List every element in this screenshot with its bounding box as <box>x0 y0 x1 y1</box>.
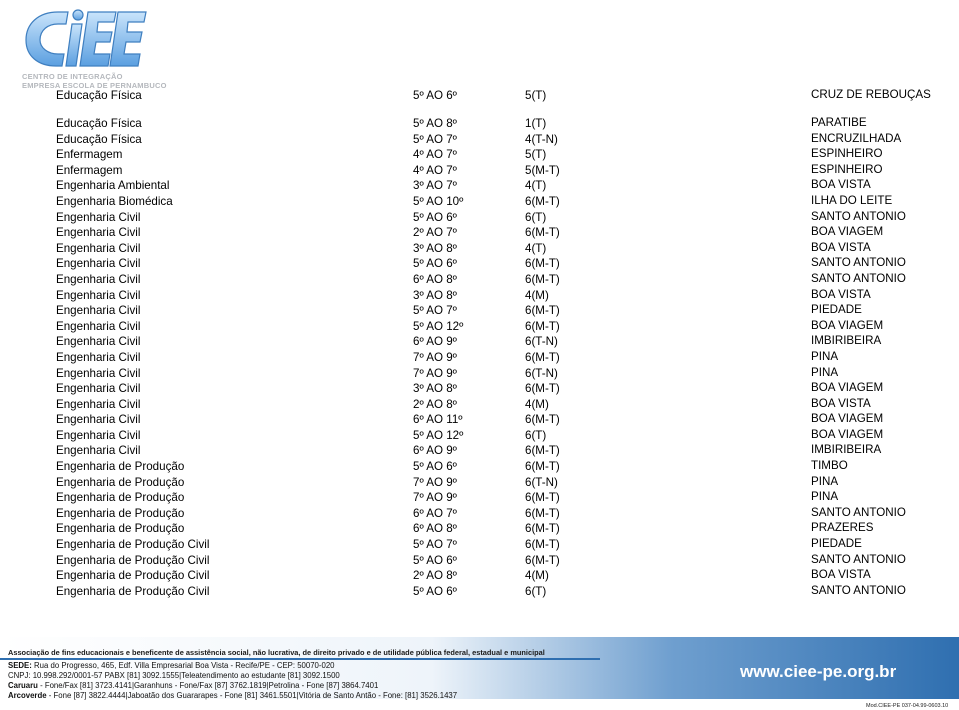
table-row <box>0 397 959 413</box>
semester-range: 5º AO 12º <box>413 428 464 442</box>
neighborhood: ESPINHEIRO <box>811 147 883 161</box>
semester-range: 3º AO 8º <box>413 382 457 396</box>
semester-range: 6º AO 9º <box>413 335 457 349</box>
neighborhood: BOA VIAGEM <box>811 381 884 395</box>
semester-range: 5º AO 6º <box>413 89 457 102</box>
footer <box>0 637 959 710</box>
vacancies: 4(T) <box>525 179 547 193</box>
semester-range: 3º AO 8º <box>413 288 457 302</box>
vacancies: 6(M-T) <box>525 272 560 286</box>
vacancies: 6(M-T) <box>525 538 560 552</box>
vacancies: 6(T-N) <box>525 335 558 349</box>
neighborhood: PIEDADE <box>811 303 862 317</box>
org-name-line1: CENTRO DE INTEGRAÇÃO <box>22 72 123 81</box>
org-name-line2: EMPRESA ESCOLA DE PERNAMBUCO <box>22 81 167 90</box>
vacancies: 6(M-T) <box>525 522 560 536</box>
vacancies: 6(M-T) <box>525 506 560 520</box>
semester-range: 3º AO 8º <box>413 241 457 255</box>
table-row <box>0 506 959 522</box>
neighborhood: BOA VIAGEM <box>811 225 884 239</box>
course-name: Engenharia Civil <box>56 382 141 396</box>
neighborhood: BOA VIAGEM <box>811 318 884 332</box>
course-name: Engenharia de Produção Civil <box>56 569 210 583</box>
semester-range: 7º AO 9º <box>413 491 457 505</box>
semester-range: 5º AO 6º <box>413 257 457 271</box>
course-name: Engenharia Ambiental <box>56 179 170 193</box>
semester-range: 4º AO 7º <box>413 148 457 162</box>
course-name: Engenharia Civil <box>56 304 141 318</box>
footer-cnpj-line: CNPJ: 10.998.292/0001-57 PABX [81] 3092.1555|Teleatendimento ao estudante [81] 3092.1500 <box>8 671 340 680</box>
table-row <box>0 443 959 459</box>
neighborhood: SANTO ANTONIO <box>811 256 906 270</box>
course-name: Engenharia Civil <box>56 288 141 302</box>
neighborhood: SANTO ANTONIO <box>811 209 906 223</box>
semester-range: 6º AO 8º <box>413 522 457 536</box>
neighborhood: TIMBO <box>811 459 848 473</box>
table-row <box>0 350 959 366</box>
semester-range: 6º AO 11º <box>413 413 463 427</box>
semester-range: 6º AO 9º <box>413 444 457 458</box>
form-code: Mod.CIEE-PE 037-04.99-0603.10 <box>866 703 949 709</box>
neighborhood: PINA <box>811 490 839 504</box>
table-row <box>0 553 959 569</box>
neighborhood: BOA VISTA <box>811 396 871 410</box>
course-name: Engenharia Civil <box>56 272 141 286</box>
table-row <box>0 132 959 148</box>
sede-label: SEDE: <box>8 661 32 670</box>
course-name: Engenharia Civil <box>56 397 141 411</box>
vacancies: 6(M-T) <box>525 382 560 396</box>
course-name: Engenharia Civil <box>56 319 141 333</box>
neighborhood: BOA VIAGEM <box>811 412 884 426</box>
course-name: Engenharia Civil <box>56 444 141 458</box>
footer-regional-line2 <box>8 691 457 701</box>
course-name: Engenharia Civil <box>56 241 141 255</box>
table-row <box>0 537 959 553</box>
course-name: Enfermagem <box>56 163 123 177</box>
table-row <box>0 459 959 475</box>
table-row <box>0 475 959 491</box>
course-name: Engenharia Civil <box>56 226 141 240</box>
semester-range: 2º AO 8º <box>413 569 457 583</box>
vacancies: 6(M-T) <box>525 194 560 208</box>
course-name: Engenharia de Produção Civil <box>56 553 210 567</box>
course-name: Engenharia Civil <box>56 210 141 224</box>
course-name: Engenharia de Produção <box>56 522 185 536</box>
region-arcoverde: Arcoverde <box>8 691 47 700</box>
table-row <box>0 272 959 288</box>
vacancies: 5(T) <box>525 148 547 162</box>
course-name: Engenharia de Produção <box>56 460 185 474</box>
ciee-logo-mark <box>18 6 148 72</box>
vacancies: 6(M-T) <box>525 460 560 474</box>
table-row <box>0 225 959 241</box>
course-name: Engenharia de Produção <box>56 491 185 505</box>
vacancies: 6(M-T) <box>525 304 560 318</box>
semester-range: 5º AO 12º <box>413 319 464 333</box>
table-row <box>0 241 959 257</box>
course-name: Engenharia Civil <box>56 366 141 380</box>
table-row <box>0 210 959 226</box>
semester-range: 5º AO 6º <box>413 460 457 474</box>
vacancies: 6(M-T) <box>525 491 560 505</box>
table-row <box>0 428 959 444</box>
table-row <box>0 178 959 194</box>
neighborhood: BOA VISTA <box>811 240 871 254</box>
course-name: Engenharia Civil <box>56 335 141 349</box>
neighborhood: PIEDADE <box>811 537 862 551</box>
vacancies: 4(M) <box>525 569 549 583</box>
table-row <box>0 163 959 179</box>
semester-range: 2º AO 8º <box>413 397 457 411</box>
semester-range: 4º AO 7º <box>413 163 457 177</box>
vacancies: 6(T) <box>525 584 547 598</box>
semester-range: 7º AO 9º <box>413 475 457 489</box>
neighborhood: ESPINHEIRO <box>811 162 883 176</box>
neighborhood: IMBIRIBEIRA <box>811 443 882 457</box>
neighborhood: PARATIBE <box>811 116 867 129</box>
regional-phones-1: - Fone/Fax [81] 3723.4141|Garanhuns - Fone/Fax [87] 3762.1819|Petrolina - Fone [87] 3864.7401 <box>37 681 379 690</box>
course-name: Enfermagem <box>56 148 123 162</box>
semester-range: 5º AO 6º <box>413 210 457 224</box>
semester-range: 6º AO 7º <box>413 506 457 520</box>
vacancies: 6(T) <box>525 428 547 442</box>
vacancies: 6(M-T) <box>525 350 560 364</box>
course-name: Engenharia Civil <box>56 413 141 427</box>
semester-range: 5º AO 7º <box>413 132 457 146</box>
semester-range: 5º AO 7º <box>413 538 457 552</box>
neighborhood: CRUZ DE REBOUÇAS <box>811 88 931 101</box>
course-name: Educação Física <box>56 117 142 130</box>
neighborhood: PINA <box>811 474 839 488</box>
course-name: Engenharia de Produção <box>56 475 185 489</box>
neighborhood: PINA <box>811 349 839 363</box>
neighborhood: BOA VIAGEM <box>811 427 884 441</box>
neighborhood: SANTO ANTONIO <box>811 505 906 519</box>
vacancies: 4(T-N) <box>525 132 558 146</box>
table-row <box>0 319 959 335</box>
course-name: Engenharia de Produção Civil <box>56 538 210 552</box>
neighborhood: BOA VISTA <box>811 287 871 301</box>
table-row <box>0 116 959 132</box>
table-row <box>0 584 959 600</box>
website-link[interactable]: www.ciee-pe.org.br <box>740 662 897 681</box>
table-row <box>0 147 959 163</box>
semester-range: 5º AO 7º <box>413 304 457 318</box>
vacancies: 6(T) <box>525 210 547 224</box>
course-name: Engenharia Biomédica <box>56 194 173 208</box>
neighborhood: IMBIRIBEIRA <box>811 334 882 348</box>
course-name: Educação Física <box>56 132 142 146</box>
region-caruaru: Caruaru <box>8 681 38 690</box>
course-name: Engenharia Civil <box>56 350 141 364</box>
footer-divider <box>0 658 600 660</box>
semester-range: 7º AO 9º <box>413 350 457 364</box>
course-name: Engenharia de Produção Civil <box>56 584 210 598</box>
table-row <box>0 303 959 319</box>
vacancies: 4(M) <box>525 397 549 411</box>
vacancies: 6(T-N) <box>525 475 558 489</box>
course-name: Engenharia Civil <box>56 428 141 442</box>
vacancies: 6(M-T) <box>525 226 560 240</box>
neighborhood: PINA <box>811 365 839 379</box>
vacancies: 6(M-T) <box>525 257 560 271</box>
vacancies: 5(T) <box>525 89 547 102</box>
course-name: Educação Física <box>56 89 142 102</box>
neighborhood: ILHA DO LEITE <box>811 193 893 207</box>
table-row <box>0 568 959 584</box>
vacancies: 4(M) <box>525 288 549 302</box>
neighborhood: SANTO ANTONIO <box>811 271 906 285</box>
vacancies: 6(M-T) <box>525 444 560 458</box>
regional-phones-2: - Fone [87] 3822.4444|Jaboatão dos Guararapes - Fone [81] 3461.5501|Vitória de Santo Antão - Fone: [81] 3526.1437 <box>46 691 458 700</box>
vacancies: 6(M-T) <box>525 553 560 567</box>
vacancies: 5(M-T) <box>525 163 560 177</box>
semester-range: 5º AO 10º <box>413 194 464 208</box>
sede-address: Rua do Progresso, 465, Edf. Villa Empresarial Boa Vista - Recife/PE - CEP: 50070-020 <box>31 661 335 670</box>
table-row <box>0 412 959 428</box>
course-list <box>0 88 959 599</box>
vacancies: 6(T-N) <box>525 366 558 380</box>
semester-range: 6º AO 8º <box>413 272 457 286</box>
neighborhood: BOA VISTA <box>811 568 871 582</box>
semester-range: 7º AO 9º <box>413 366 457 380</box>
footer-contacts <box>8 661 457 701</box>
vacancies: 6(M-T) <box>525 413 560 427</box>
neighborhood: ENCRUZILHADA <box>811 131 902 145</box>
course-name: Engenharia Civil <box>56 257 141 271</box>
vacancies: 1(T) <box>525 117 547 130</box>
table-row <box>0 366 959 382</box>
ciee-logo <box>18 6 178 90</box>
semester-range: 5º AO 8º <box>413 117 457 130</box>
footer-sede-line <box>8 661 457 671</box>
neighborhood: BOA VISTA <box>811 178 871 192</box>
table-row <box>0 490 959 506</box>
table-row <box>0 288 959 304</box>
neighborhood: SANTO ANTONIO <box>811 552 906 566</box>
table-row <box>0 521 959 537</box>
footer-regional-line1 <box>8 681 457 691</box>
course-name: Engenharia de Produção <box>56 506 185 520</box>
table-row <box>0 194 959 210</box>
semester-range: 3º AO 7º <box>413 179 457 193</box>
table-row <box>0 334 959 350</box>
table-row <box>0 88 959 116</box>
table-row <box>0 256 959 272</box>
semester-range: 5º AO 6º <box>413 584 457 598</box>
table-row <box>0 381 959 397</box>
footer-tagline: Associação de fins educacionais e beneficente de assistência social, não lucrativa, de direito privado e de utilidade pública federal, estadual e municipal <box>8 648 545 657</box>
vacancies: 4(T) <box>525 241 547 255</box>
semester-range: 5º AO 6º <box>413 553 457 567</box>
neighborhood: SANTO ANTONIO <box>811 583 906 597</box>
semester-range: 2º AO 7º <box>413 226 457 240</box>
neighborhood: PRAZERES <box>811 521 874 535</box>
vacancies: 6(M-T) <box>525 319 560 333</box>
